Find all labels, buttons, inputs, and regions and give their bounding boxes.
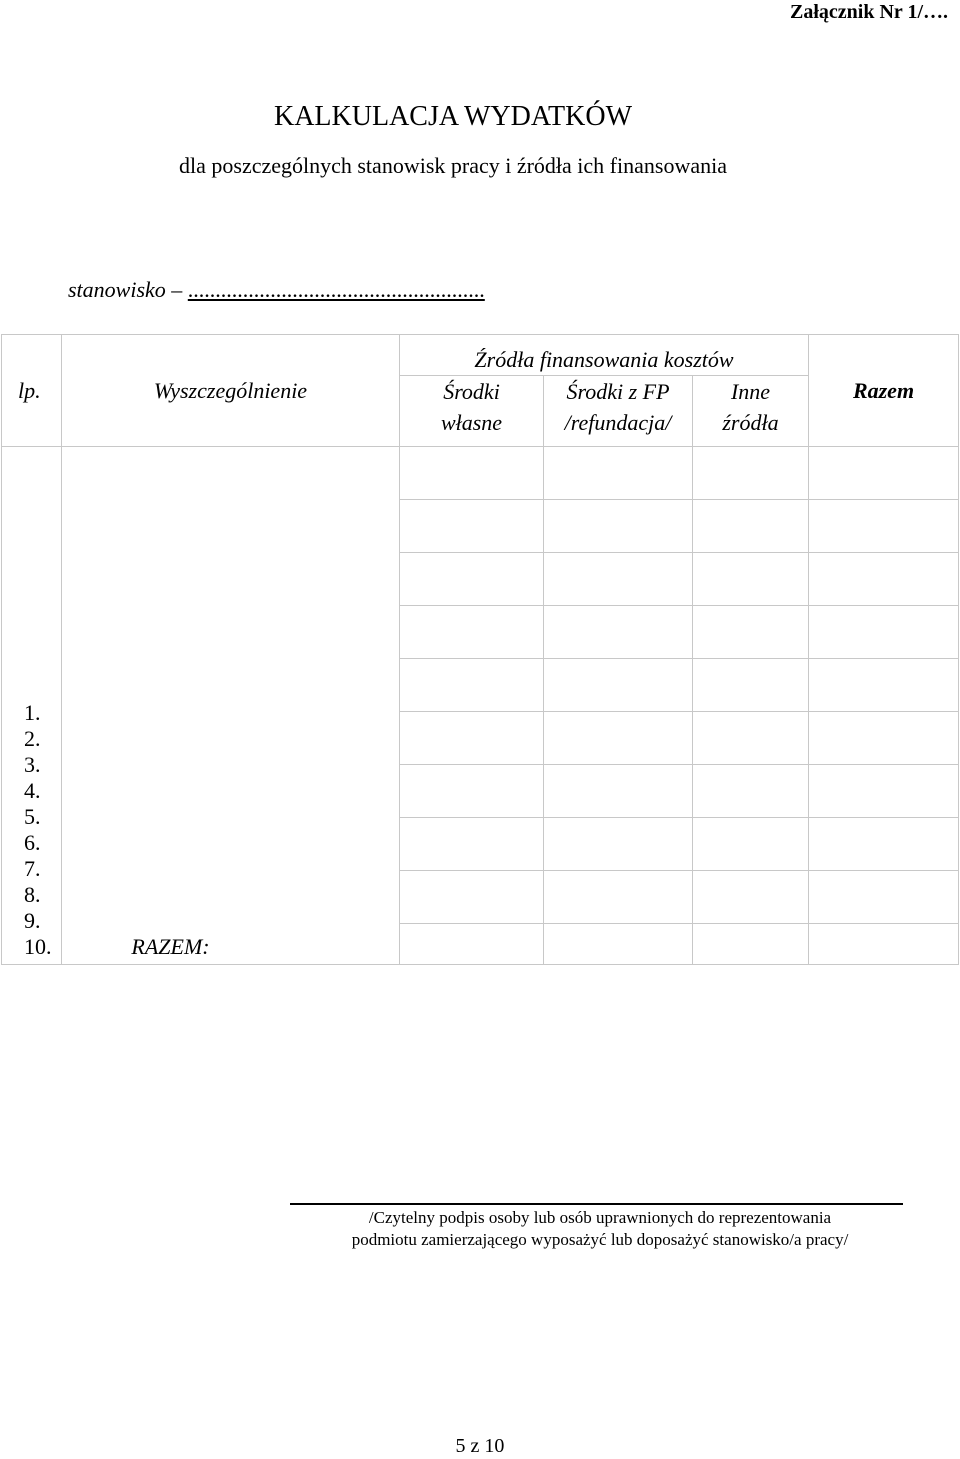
cell-other-sources[interactable] [693,659,809,712]
cell-total[interactable] [809,500,959,553]
lp-number: 1. [24,700,41,725]
lp-number: 8. [24,882,41,907]
cell-total[interactable] [809,553,959,606]
cell-own-funds[interactable] [400,659,544,712]
cell-own-funds[interactable] [400,712,544,765]
header-lp: lp. [2,335,62,447]
cell-fp-funds[interactable] [544,606,693,659]
position-placeholder[interactable]: ...................................................... [187,277,485,302]
cell-own-funds[interactable] [400,553,544,606]
cell-total[interactable] [809,765,959,818]
position-field [68,276,485,304]
header-fp-line2: /refundacja/ [564,410,672,435]
lp-number: 6. [24,830,41,855]
page-number: 5 z 10 [455,1435,505,1457]
header-funding-group: Źródła finansowania kosztów [400,335,809,376]
signature-caption-line1: /Czytelny podpis osoby lub osób uprawnionych do reprezentowania [368,1208,832,1227]
cell-total[interactable] [809,818,959,871]
header-own-funds-line1: Środki [443,379,500,404]
header-row-top [2,335,959,376]
cell-other-sources[interactable] [693,765,809,818]
cell-total-own-funds[interactable] [400,924,544,965]
cell-fp-funds[interactable] [544,447,693,500]
lp-column [2,447,62,965]
description-column[interactable] [62,447,400,965]
expense-table [1,334,959,965]
signature-caption [290,1207,910,1251]
lp-number: 5. [24,804,41,829]
document-title: KALKULACJA WYDATKÓW [273,101,632,132]
cell-total[interactable] [809,871,959,924]
cell-fp-funds[interactable] [544,553,693,606]
cell-fp-funds[interactable] [544,871,693,924]
cell-grand-total[interactable] [809,924,959,965]
cell-own-funds[interactable] [400,447,544,500]
table-row [2,447,959,500]
cell-other-sources[interactable] [693,712,809,765]
header-description: Wyszczególnienie [62,335,400,447]
cell-total-fp-funds[interactable] [544,924,693,965]
cell-own-funds[interactable] [400,871,544,924]
cell-own-funds[interactable] [400,500,544,553]
cell-fp-funds[interactable] [544,818,693,871]
header-total: Razem [809,335,959,447]
cell-own-funds[interactable] [400,606,544,659]
header-own-funds-line2: własne [440,410,503,435]
cell-other-sources[interactable] [693,500,809,553]
lp-number: 9. [24,908,41,933]
header-fp-line1: Środki z FP [566,379,670,404]
cell-other-sources[interactable] [693,818,809,871]
document-subtitle: dla poszczególnych stanowisk pracy i źródła ich finansowania [179,153,727,178]
cell-total[interactable] [809,447,959,500]
cell-fp-funds[interactable] [544,712,693,765]
cell-other-sources[interactable] [693,606,809,659]
header-other-sources [693,376,809,447]
position-label: stanowisko – [68,277,183,302]
annex-label: Załącznik Nr 1/…. [790,1,948,23]
signature-caption-line2: podmiotu zamierzającego wyposażyć lub doposażyć stanowisko/a pracy/ [351,1230,849,1249]
cell-other-sources[interactable] [693,871,809,924]
lp-number: 4. [24,778,41,803]
cell-other-sources[interactable] [693,447,809,500]
header-other-line2: źródła [722,410,779,435]
header-own-funds [400,376,544,447]
cell-own-funds[interactable] [400,818,544,871]
lp-number: 2. [24,726,41,751]
total-row-label: RAZEM: [131,934,210,959]
header-fp-funds [544,376,693,447]
cell-other-sources[interactable] [693,553,809,606]
cell-own-funds[interactable] [400,765,544,818]
cell-total[interactable] [809,659,959,712]
lp-number: 10. [24,934,52,959]
cell-fp-funds[interactable] [544,765,693,818]
cell-total-other-sources[interactable] [693,924,809,965]
lp-number: 7. [24,856,41,881]
cell-fp-funds[interactable] [544,659,693,712]
header-other-line1: Inne [730,379,771,404]
cell-total[interactable] [809,712,959,765]
cell-total[interactable] [809,606,959,659]
cell-fp-funds[interactable] [544,500,693,553]
signature-line[interactable] [290,1203,903,1205]
lp-number: 3. [24,752,41,777]
